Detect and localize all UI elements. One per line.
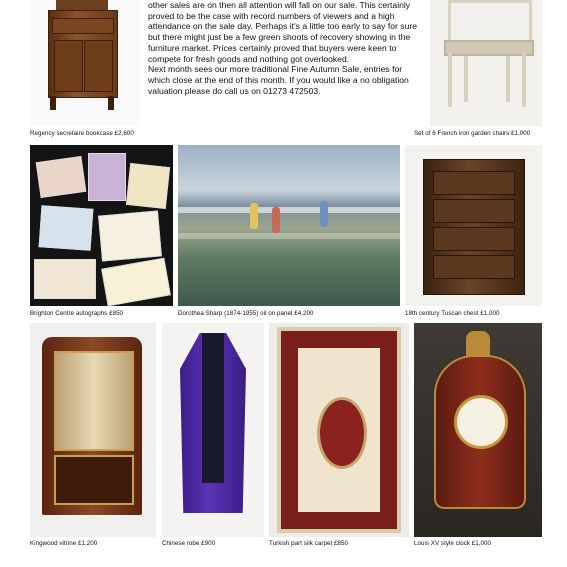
caption-secretaire: Regency secretaire bookcase £2,600 xyxy=(30,130,134,137)
chinese-robe-photo xyxy=(162,323,264,537)
article-paragraph-1: other sales are on then all attention will fall on our sale. This certainly proved to be the case with record numbers of viewers and a high attendance on the sale day. Perhaps it's a little too early to say for sure but there might just be a few green shoots of recovery showing in the furniture market. Prices certainly proved that buyers were keen to compete for fresh goods and nothing got overlooked. xyxy=(148,0,417,64)
caption-chairs: Set of 6 French iron garden chairs £1,000 xyxy=(414,130,531,137)
caption-clock: Louis XV style clock £1,000 xyxy=(414,540,492,547)
caption-autographs: Brighton Centre autographs £850 xyxy=(30,310,124,317)
beach-painting-photo xyxy=(178,145,400,306)
caption-chest: 18th century Tuscan chest £1,000 xyxy=(405,310,500,317)
turkish-carpet-photo xyxy=(269,323,409,537)
caption-carpet: Turkish part silk carpet £850 xyxy=(269,540,348,547)
caption-painting: Dorothea Sharp (1874-1955) oil on panel £4,200 xyxy=(178,310,314,317)
caption-vitrine: Kingwood vitrine £1,200 xyxy=(30,540,98,547)
article-text xyxy=(148,0,426,96)
secretaire-bookcase-photo xyxy=(30,0,140,126)
louis-xv-clock-photo xyxy=(414,323,542,537)
garden-chair-photo xyxy=(430,0,542,126)
autographs-photo xyxy=(30,145,173,306)
caption-robe: Chinese robe £900 xyxy=(162,540,216,547)
article-paragraph-2: Next month sees our more traditional Fine Autumn Sale, entries for which close at the end of this month. If you would like a no obligation valuation please do call us on 01273 472503. xyxy=(148,64,409,96)
tuscan-chest-photo xyxy=(405,145,542,306)
kingwood-vitrine-photo xyxy=(30,323,156,537)
